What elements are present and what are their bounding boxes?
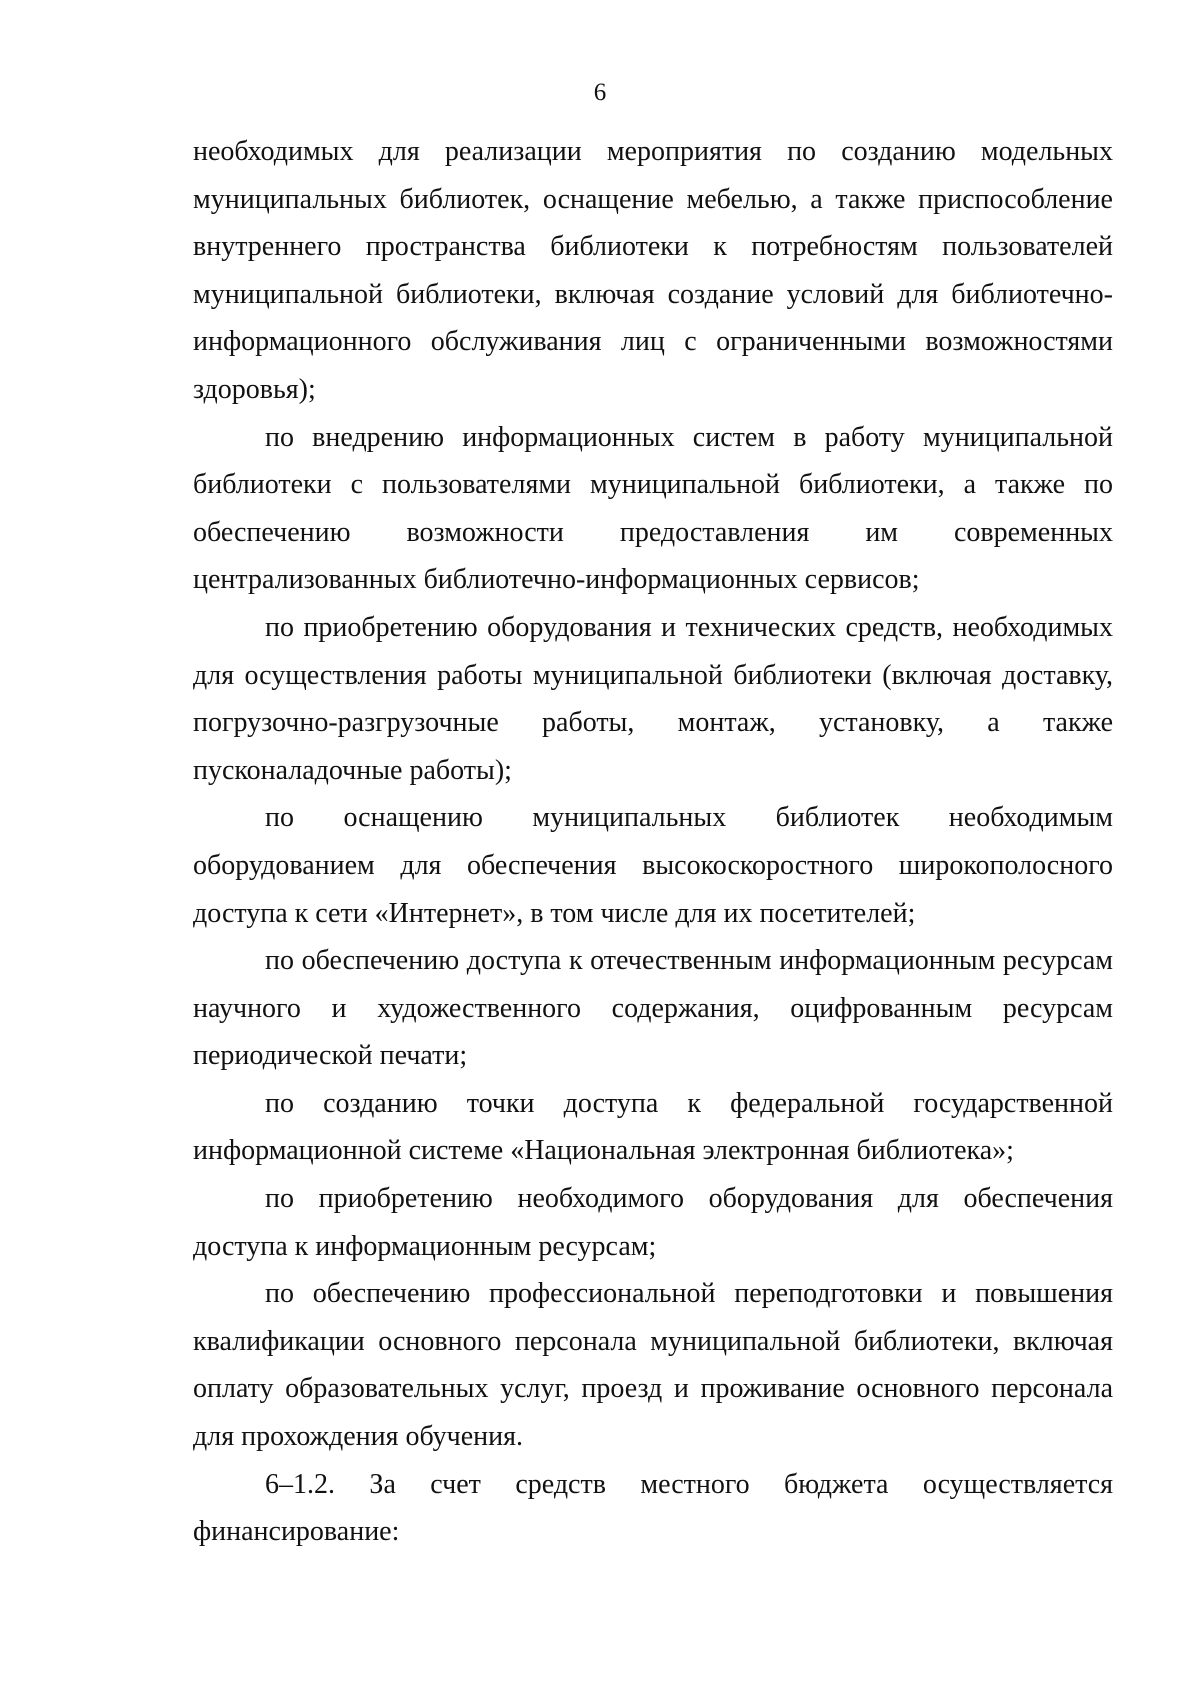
document-body	[193, 128, 1113, 1556]
page-number: 6	[593, 79, 607, 106]
paragraph-local-budget-financing: 6–1.2. За счет средств местного бюджета осуществляется финансирование:	[193, 1468, 1113, 1548]
paragraph-national-library-access: по созданию точки доступа к федеральной государственной информационной системе «Национальная электронная библиотека»;	[193, 1087, 1113, 1167]
paragraph-staff-training: по обеспечению профессиональной переподготовки и повышения квалификации основного персонала муниципальной библиотеки, включая оплату образовательных услуг, проезд и проживание основного персонала для прохождения обучения.	[193, 1278, 1113, 1453]
paragraph-information-resources: по обеспечению доступа к отечественным информационным ресурсам научного и художественного содержания, оцифрованным ресурсам периодической печати;	[193, 945, 1113, 1072]
paragraph-continuation: необходимых для реализации мероприятия по созданию модельных муниципальных библиотек, оснащение мебелью, а также приспособление внутреннего пространства библиотеки к потребностям пользователей муниципальной библиотеки, включая создание условий для библиотечно-информационного обслуживания лиц с ограниченными возможностями здоровья);	[193, 136, 1113, 405]
paragraph-internet-access: по оснащению муниципальных библиотек необходимым оборудованием для обеспечения высокоскоростного широкополосного доступа к сети «Интернет», в том числе для их посетителей;	[193, 802, 1113, 929]
paragraph-equipment-acquisition: по приобретению оборудования и технических средств, необходимых для осуществления работы муниципальной библиотеки (включая доставку, погрузочно-разгрузочные работы, монтаж, установку, а также пусконаладочные работы);	[193, 611, 1113, 786]
paragraph-information-systems: по внедрению информационных систем в работу муниципальной библиотеки с пользователями муниципальной библиотеки, а также по обеспечению возможности предоставления им современных централизованных библиотечно-информационных сервисов;	[193, 421, 1113, 596]
paragraph-resource-equipment: по приобретению необходимого оборудования для обеспечения доступа к информационным ресурсам;	[193, 1183, 1113, 1262]
